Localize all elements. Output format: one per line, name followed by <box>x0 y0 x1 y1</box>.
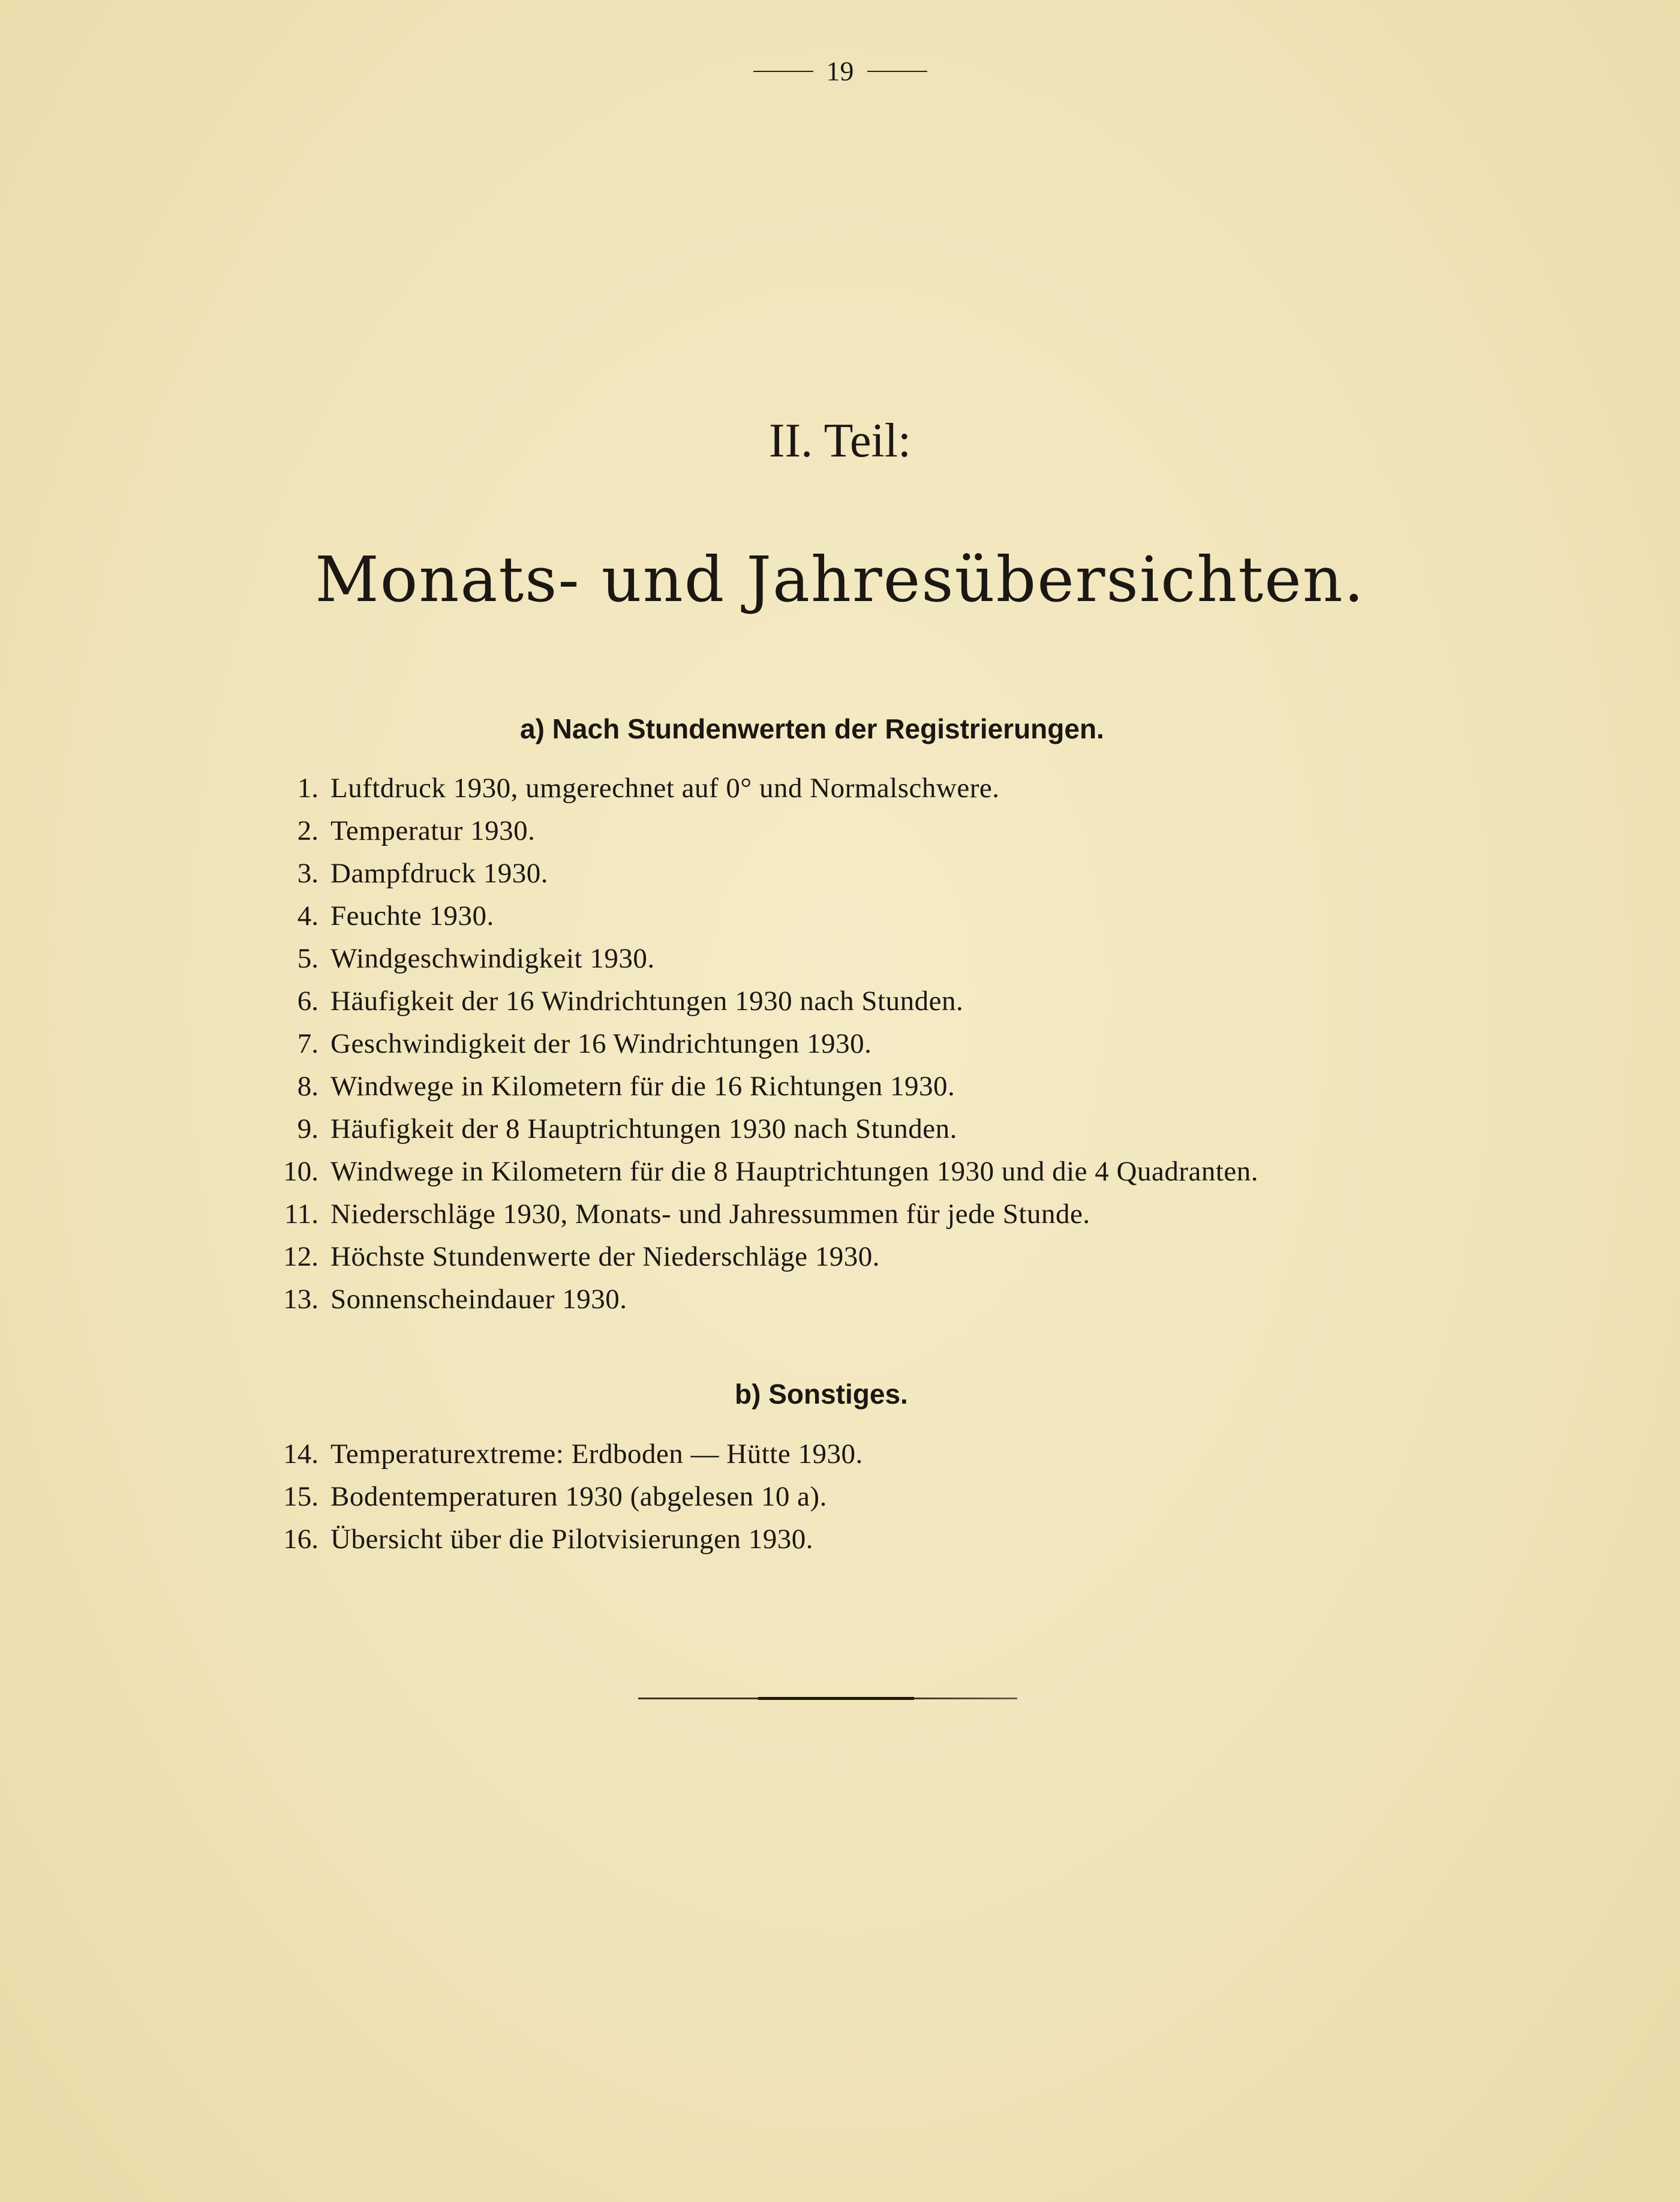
item-number: 13. <box>283 1283 318 1315</box>
item-number: 2. <box>297 815 318 846</box>
list-item <box>0 1432 863 1475</box>
item-text: Geschwindigkeit der 16 Windrichtungen 1930. <box>330 1028 872 1059</box>
item-text: Übersicht über die Pilotvisierungen 1930. <box>330 1523 813 1555</box>
list-item <box>0 1278 1258 1320</box>
item-number: 7. <box>297 1028 318 1059</box>
item-number: 9. <box>297 1113 318 1144</box>
item-number: 6. <box>297 985 318 1017</box>
item-text: Sonnenscheindauer 1930. <box>330 1283 627 1315</box>
item-number: 4. <box>297 900 318 932</box>
item-number: 8. <box>297 1070 318 1102</box>
item-number: 5. <box>297 942 318 974</box>
item-number: 15. <box>283 1480 318 1512</box>
item-number: 16. <box>283 1523 318 1555</box>
item-number: 10. <box>283 1155 318 1187</box>
section-a-list <box>0 767 1258 1320</box>
list-item <box>0 1192 1258 1235</box>
page-number-text: 19 <box>826 56 854 86</box>
list-item <box>0 937 1258 980</box>
item-number: 3. <box>297 857 318 889</box>
item-number: 11. <box>284 1198 318 1230</box>
list-item <box>0 1065 1258 1107</box>
page-number <box>0 55 1680 87</box>
list-item <box>0 1518 863 1560</box>
item-text: Häufigkeit der 16 Windrichtungen 1930 nach Stunden. <box>330 985 964 1017</box>
closing-rule <box>638 1698 1017 1699</box>
section-b-heading: b) Sonstiges. <box>735 1378 908 1410</box>
list-item <box>0 980 1258 1022</box>
list-item <box>0 767 1258 809</box>
section-b-list <box>0 1432 863 1560</box>
list-item <box>0 1150 1258 1192</box>
item-number: 14. <box>283 1438 318 1470</box>
item-number: 1. <box>297 772 318 804</box>
item-text: Temperaturextreme: Erdboden — Hütte 1930. <box>330 1438 863 1470</box>
page-number-dash-right <box>867 71 927 72</box>
list-item <box>0 894 1258 937</box>
item-text: Feuchte 1930. <box>330 900 494 932</box>
item-text: Bodentemperaturen 1930 (abgelesen 10 a). <box>330 1480 827 1512</box>
list-item <box>0 1022 1258 1065</box>
item-number: 12. <box>283 1240 318 1272</box>
item-text: Niederschläge 1930, Monats- und Jahressummen für jede Stunde. <box>330 1198 1090 1230</box>
page-title: Monats- und Jahresübersichten. <box>315 543 1365 616</box>
item-text: Windgeschwindigkeit 1930. <box>330 942 655 974</box>
item-text: Temperatur 1930. <box>330 815 536 846</box>
list-item <box>0 1475 863 1518</box>
item-text: Häufigkeit der 8 Hauptrichtungen 1930 nach Stunden. <box>330 1113 957 1144</box>
list-item <box>0 852 1258 894</box>
list-item <box>0 1235 1258 1278</box>
item-text: Dampfdruck 1930. <box>330 857 549 889</box>
item-text: Windwege in Kilometern für die 8 Hauptrichtungen 1930 und die 4 Quadranten. <box>330 1155 1259 1187</box>
item-text: Luftdruck 1930, umgerechnet auf 0° und Normalschwere. <box>330 772 1000 804</box>
item-text: Windwege in Kilometern für die 16 Richtungen 1930. <box>330 1070 955 1102</box>
item-text: Höchste Stundenwerte der Niederschläge 1930. <box>330 1240 880 1272</box>
part-heading: II. Teil: <box>768 414 912 467</box>
page-number-dash-left <box>753 71 813 72</box>
list-item <box>0 809 1258 852</box>
section-a-heading: a) Nach Stundenwerten der Registrierungen. <box>520 713 1104 744</box>
list-item <box>0 1107 1258 1150</box>
